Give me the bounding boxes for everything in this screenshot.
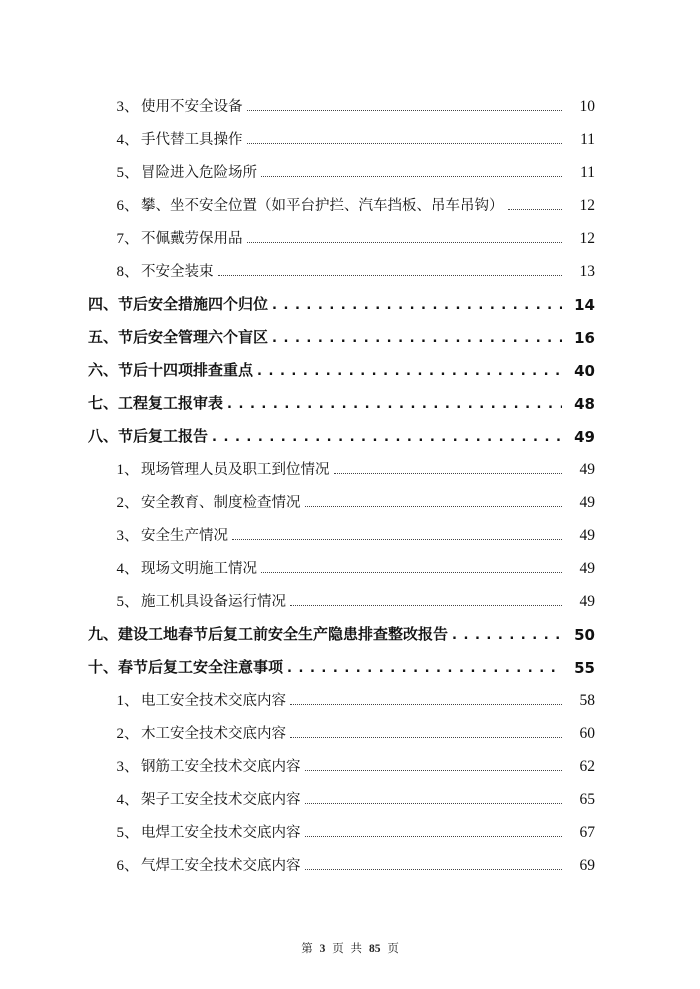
toc-entry[interactable] <box>0 655 700 677</box>
toc-dot-leader <box>452 630 562 640</box>
toc-entry-page: 10 <box>579 98 595 115</box>
toc-dot-leader <box>257 366 562 376</box>
toc-entry[interactable] <box>0 94 700 116</box>
toc-dot-leader <box>305 859 563 870</box>
toc-entry-title: 节后复工报告 <box>118 427 209 445</box>
toc-entry-title: 钢筋工安全技术交底内容 <box>141 759 301 775</box>
toc-dot-leader <box>287 663 562 673</box>
toc-entry[interactable] <box>0 160 700 182</box>
toc-entry[interactable] <box>0 556 700 578</box>
toc-entry-page: 67 <box>579 824 595 841</box>
toc-entry-page: 49 <box>579 593 595 610</box>
toc-entry-number: 3、 <box>116 528 139 544</box>
footer-prefix: 第 <box>301 943 313 955</box>
toc-entry-page: 12 <box>579 197 595 214</box>
toc-dot-leader <box>272 333 562 343</box>
toc-dot-leader <box>305 826 563 837</box>
toc-entry-title: 不佩戴劳保用品 <box>141 231 243 247</box>
toc-entry-number: 2、 <box>116 726 139 742</box>
toc-entry[interactable] <box>0 259 700 281</box>
toc-dot-leader <box>290 727 562 738</box>
toc-entry[interactable] <box>0 424 700 446</box>
toc-entry[interactable] <box>0 721 700 743</box>
page-footer <box>0 940 700 956</box>
toc-entry-page: 50 <box>574 626 595 644</box>
toc-entry-title: 建设工地春节后复工前安全生产隐患排查整改报告 <box>118 625 449 643</box>
toc-entry[interactable] <box>0 457 700 479</box>
toc-entry-page: 13 <box>579 263 595 280</box>
toc-entry[interactable] <box>0 754 700 776</box>
toc-entry-title: 现场管理人员及职工到位情况 <box>141 462 330 478</box>
toc-entry-title: 电工安全技术交底内容 <box>141 693 286 709</box>
toc-dot-leader <box>247 133 563 144</box>
toc-entry-number: 四、 <box>87 295 118 313</box>
toc-dot-leader <box>212 432 562 442</box>
toc-entry-title: 节后安全管理六个盲区 <box>118 328 269 346</box>
toc-entry-title: 使用不安全设备 <box>141 99 243 115</box>
toc-entry[interactable] <box>0 589 700 611</box>
toc-entry-number: 7、 <box>116 231 139 247</box>
toc-entry[interactable] <box>0 226 700 248</box>
toc-entry-page: 49 <box>574 428 595 446</box>
toc-entry-page: 62 <box>579 758 595 775</box>
toc-entry-number: 五、 <box>87 328 118 346</box>
footer-middle: 页 共 <box>332 943 363 955</box>
toc-entry-number: 4、 <box>116 792 139 808</box>
toc-entry-page: 60 <box>579 725 595 742</box>
toc-entry-title: 节后十四项排查重点 <box>118 361 254 379</box>
toc-entry-page: 48 <box>574 395 595 413</box>
toc-dot-leader <box>261 562 562 573</box>
toc-entry[interactable] <box>0 787 700 809</box>
toc-entry-page: 69 <box>579 857 595 874</box>
toc-entry-title: 攀、坐不安全位置（如平台护拦、汽车挡板、吊车吊钩） <box>141 198 504 214</box>
toc-entry-number: 5、 <box>116 594 139 610</box>
toc-entry-page: 49 <box>579 461 595 478</box>
toc-dot-leader <box>508 199 563 210</box>
toc-entry-title: 春节后复工安全注意事项 <box>118 658 284 676</box>
toc-entry[interactable] <box>0 193 700 215</box>
toc-entry-page: 55 <box>574 659 595 677</box>
toc-entry-page: 49 <box>579 560 595 577</box>
toc-entry-number: 6、 <box>116 198 139 214</box>
toc-entry[interactable] <box>0 490 700 512</box>
toc-entry-page: 40 <box>574 362 595 380</box>
toc-entry-number: 2、 <box>116 495 139 511</box>
toc-entry-page: 14 <box>574 296 595 314</box>
toc-entry-title: 节后安全措施四个归位 <box>118 295 269 313</box>
toc-entry-number: 8、 <box>116 264 139 280</box>
toc-entry[interactable] <box>0 391 700 413</box>
toc-entry-number: 八、 <box>87 427 118 445</box>
toc-dot-leader <box>218 265 563 276</box>
toc-entry[interactable] <box>0 325 700 347</box>
toc-dot-leader <box>227 399 562 409</box>
toc-entry-number: 4、 <box>116 132 139 148</box>
toc-entry[interactable] <box>0 358 700 380</box>
toc-entry-number: 3、 <box>116 99 139 115</box>
toc-entry-number: 5、 <box>116 825 139 841</box>
toc-entry-page: 58 <box>579 692 595 709</box>
toc-entry-title: 不安全装束 <box>141 264 214 280</box>
toc-dot-leader <box>290 595 562 606</box>
toc-entry-number: 1、 <box>116 462 139 478</box>
toc-dot-leader <box>290 694 562 705</box>
toc-entry-page: 11 <box>580 164 595 181</box>
toc-entry-page: 49 <box>579 527 595 544</box>
toc-entry-number: 九、 <box>87 625 118 643</box>
toc-entry-title: 架子工安全技术交底内容 <box>141 792 301 808</box>
toc-entry-title: 手代替工具操作 <box>141 132 243 148</box>
toc-entry-page: 65 <box>579 791 595 808</box>
toc-entry-page: 16 <box>574 329 595 347</box>
toc-entry-title: 工程复工报审表 <box>118 394 224 412</box>
toc-dot-leader <box>305 793 563 804</box>
toc-dot-leader <box>272 300 562 310</box>
toc-entry-number: 十、 <box>87 658 118 676</box>
toc-entry-number: 6、 <box>116 858 139 874</box>
footer-suffix: 页 <box>387 943 399 955</box>
toc-entry-title: 现场文明施工情况 <box>141 561 257 577</box>
toc-entry[interactable] <box>0 523 700 545</box>
toc-entry-title: 施工机具设备运行情况 <box>141 594 286 610</box>
toc-entry-page: 11 <box>580 131 595 148</box>
toc-entry[interactable] <box>0 292 700 314</box>
toc-entry[interactable] <box>0 820 700 842</box>
toc-dot-leader <box>305 760 563 771</box>
toc-entry[interactable] <box>0 688 700 710</box>
toc-entry-title: 安全生产情况 <box>141 528 228 544</box>
toc-entry-title: 电焊工安全技术交底内容 <box>141 825 301 841</box>
toc-entry-number: 六、 <box>87 361 118 379</box>
footer-current-page: 3 <box>319 943 326 955</box>
toc-entry-page: 12 <box>579 230 595 247</box>
toc-entry-title: 木工安全技术交底内容 <box>141 726 286 742</box>
toc-dot-leader <box>334 463 563 474</box>
toc-entry-title: 冒险进入危险场所 <box>141 165 257 181</box>
toc-entry-number: 3、 <box>116 759 139 775</box>
toc-dot-leader <box>247 100 563 111</box>
toc-dot-leader <box>247 232 563 243</box>
toc-entry[interactable] <box>0 127 700 149</box>
toc-entry[interactable] <box>0 853 700 875</box>
toc-entry-title: 安全教育、制度检查情况 <box>141 495 301 511</box>
toc-entry-page: 49 <box>579 494 595 511</box>
toc-entry[interactable] <box>0 622 700 644</box>
toc-entry-number: 5、 <box>116 165 139 181</box>
toc-entry-number: 4、 <box>116 561 139 577</box>
toc-dot-leader <box>232 529 562 540</box>
toc-entry-number: 七、 <box>87 394 118 412</box>
footer-total-pages: 85 <box>368 943 381 955</box>
toc-entry-title: 气焊工安全技术交底内容 <box>141 858 301 874</box>
toc-entry-number: 1、 <box>116 693 139 709</box>
toc-dot-leader <box>305 496 563 507</box>
toc-dot-leader <box>261 166 562 177</box>
